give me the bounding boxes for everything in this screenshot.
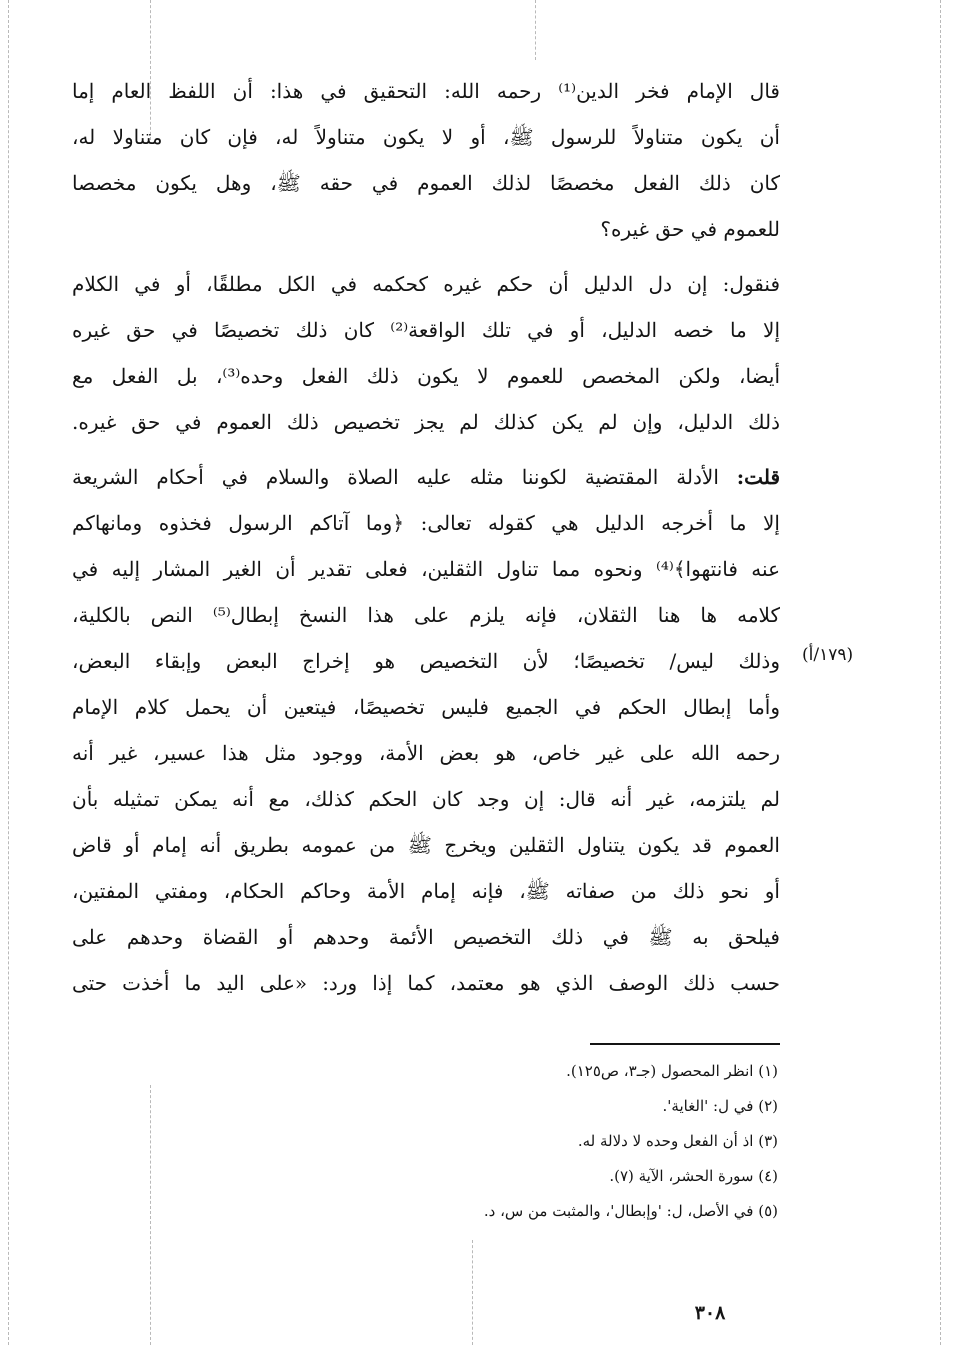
text-line: رحمه الله على غير خاص، هو بعض الأمة، ووجود مثل هذا عسير، غير أنه bbox=[72, 741, 780, 765]
text-line: إلا ما خصه الدليل، أو في تلك الواقعة⁽²⁾ كان ذلك تخصيصًا في حق غيره bbox=[72, 318, 780, 342]
footnote: (٢) في ل: 'الغاية'. bbox=[662, 1097, 778, 1115]
text-line: لم يلتزمه، غير أنه قال: إن وجد كان الحكم كذلك، مع أنه يمكن تمثيله بأن bbox=[72, 787, 780, 811]
text-line: أو نحو ذلك من صفاته ﷺ، فإنه إمام الأمة وحاكم الحكام، ومفتي المفتين، bbox=[72, 879, 780, 903]
text-line: ذلك الدليل، وإن لم يكن كذلك لم يجز تخصيص ذلك العموم في حق غيره. bbox=[72, 410, 780, 434]
text-line: أيضا، ولكن المخصص للعموم لا يكون ذلك الفعل وحده⁽³⁾، بل الفعل مع bbox=[72, 364, 780, 388]
scan-artifact-line bbox=[472, 1240, 473, 1345]
footnote: (٥) في الأصل، ل: 'وإبطال'، والمثبت من س، د. bbox=[483, 1202, 778, 1220]
main-text bbox=[72, 68, 780, 1006]
text-line: كان ذلك الفعل مخصصًا لذلك العموم في حقه ﷺ، وهل يكون مخصصا bbox=[72, 171, 780, 195]
text-line: أن يكون متناولاً للرسول ﷺ، أو لا يكون متناولاً له، فإن كان متناولا له، bbox=[72, 125, 780, 149]
text-line: إلا ما أخرجه الدليل هي كقوله تعالى: ﴿وما آتاكم الرسول فخذوه ومانهاكم bbox=[72, 511, 780, 535]
paragraph-lead-word: قلت: bbox=[736, 465, 780, 489]
paragraph bbox=[72, 68, 780, 252]
scan-artifact-line bbox=[535, 0, 536, 60]
text-line: فنقول: إن دل الدليل أن حكم غيره كحكمه في الكل مطلقًا، أو في الكلام bbox=[72, 272, 780, 296]
text-line: عنه فانتهوا﴾⁽⁴⁾ ونحوه مما تناول الثقلين، فعلى تقدير أن الغير المشار إليه في bbox=[72, 557, 780, 581]
footnotes bbox=[300, 1054, 778, 1229]
footnote: (١) انظر المحصول (جـ٣، ص١٢٥). bbox=[566, 1062, 778, 1080]
page-number: ٣٠٨ bbox=[694, 1302, 726, 1324]
scan-artifact-line bbox=[940, 0, 941, 1345]
text-line: كلامه ها هنا الثقلان، فإنه يلزم على هذا النسخ إبطال⁽⁵⁾ النص بالكلية، bbox=[72, 603, 780, 627]
text-line-rest: الأدلة المقتضية لكوننا مثله عليه الصلاة والسلام في أحكام الشريعة bbox=[72, 465, 737, 489]
text-line: قال الإمام فخر الدين⁽¹⁾ رحمه الله: التحقيق في هذا: أن اللفظ العام إما bbox=[72, 79, 780, 103]
text-line: للعموم في حق غيره؟ bbox=[600, 217, 780, 241]
footnote: (٤) سورة الحشر، الآية (٧). bbox=[609, 1167, 778, 1185]
scan-artifact-line bbox=[150, 1085, 151, 1345]
text-line: فيلحق به ﷺ في ذلك التخصيص الأئمة وحدهم أو القضاة وحدهم على bbox=[72, 925, 780, 949]
footnote: (٣) اذ أن الفعل وحده لا دلالة له. bbox=[577, 1132, 778, 1150]
text-line: وأما إبطال الحكم في الجميع فليس تخصيصًا، فيتعين أن يحمل كلام الإمام bbox=[72, 695, 780, 719]
paragraph bbox=[72, 454, 780, 1006]
text-line: وذلك ليس/ تخصيصًا؛ لأن التخصيص هو إخراج البعض وإبقاء البعض، bbox=[72, 649, 780, 673]
footnote-divider bbox=[590, 1043, 780, 1045]
text-line bbox=[72, 454, 780, 500]
scan-artifact-line bbox=[8, 0, 9, 1345]
text-line: حسب ذلك الوصف الذي هو معتمد، كما إذا ورد: «على اليد ما أخذت حتى bbox=[72, 971, 780, 995]
paragraph bbox=[72, 261, 780, 445]
manuscript-folio-marker: (١٧٩/أ) bbox=[802, 645, 854, 665]
text-line: العموم قد يكون يتناول الثقلين ويخرج ﷺ من عمومه بطريق أنه إمام أو قاض bbox=[72, 833, 780, 857]
